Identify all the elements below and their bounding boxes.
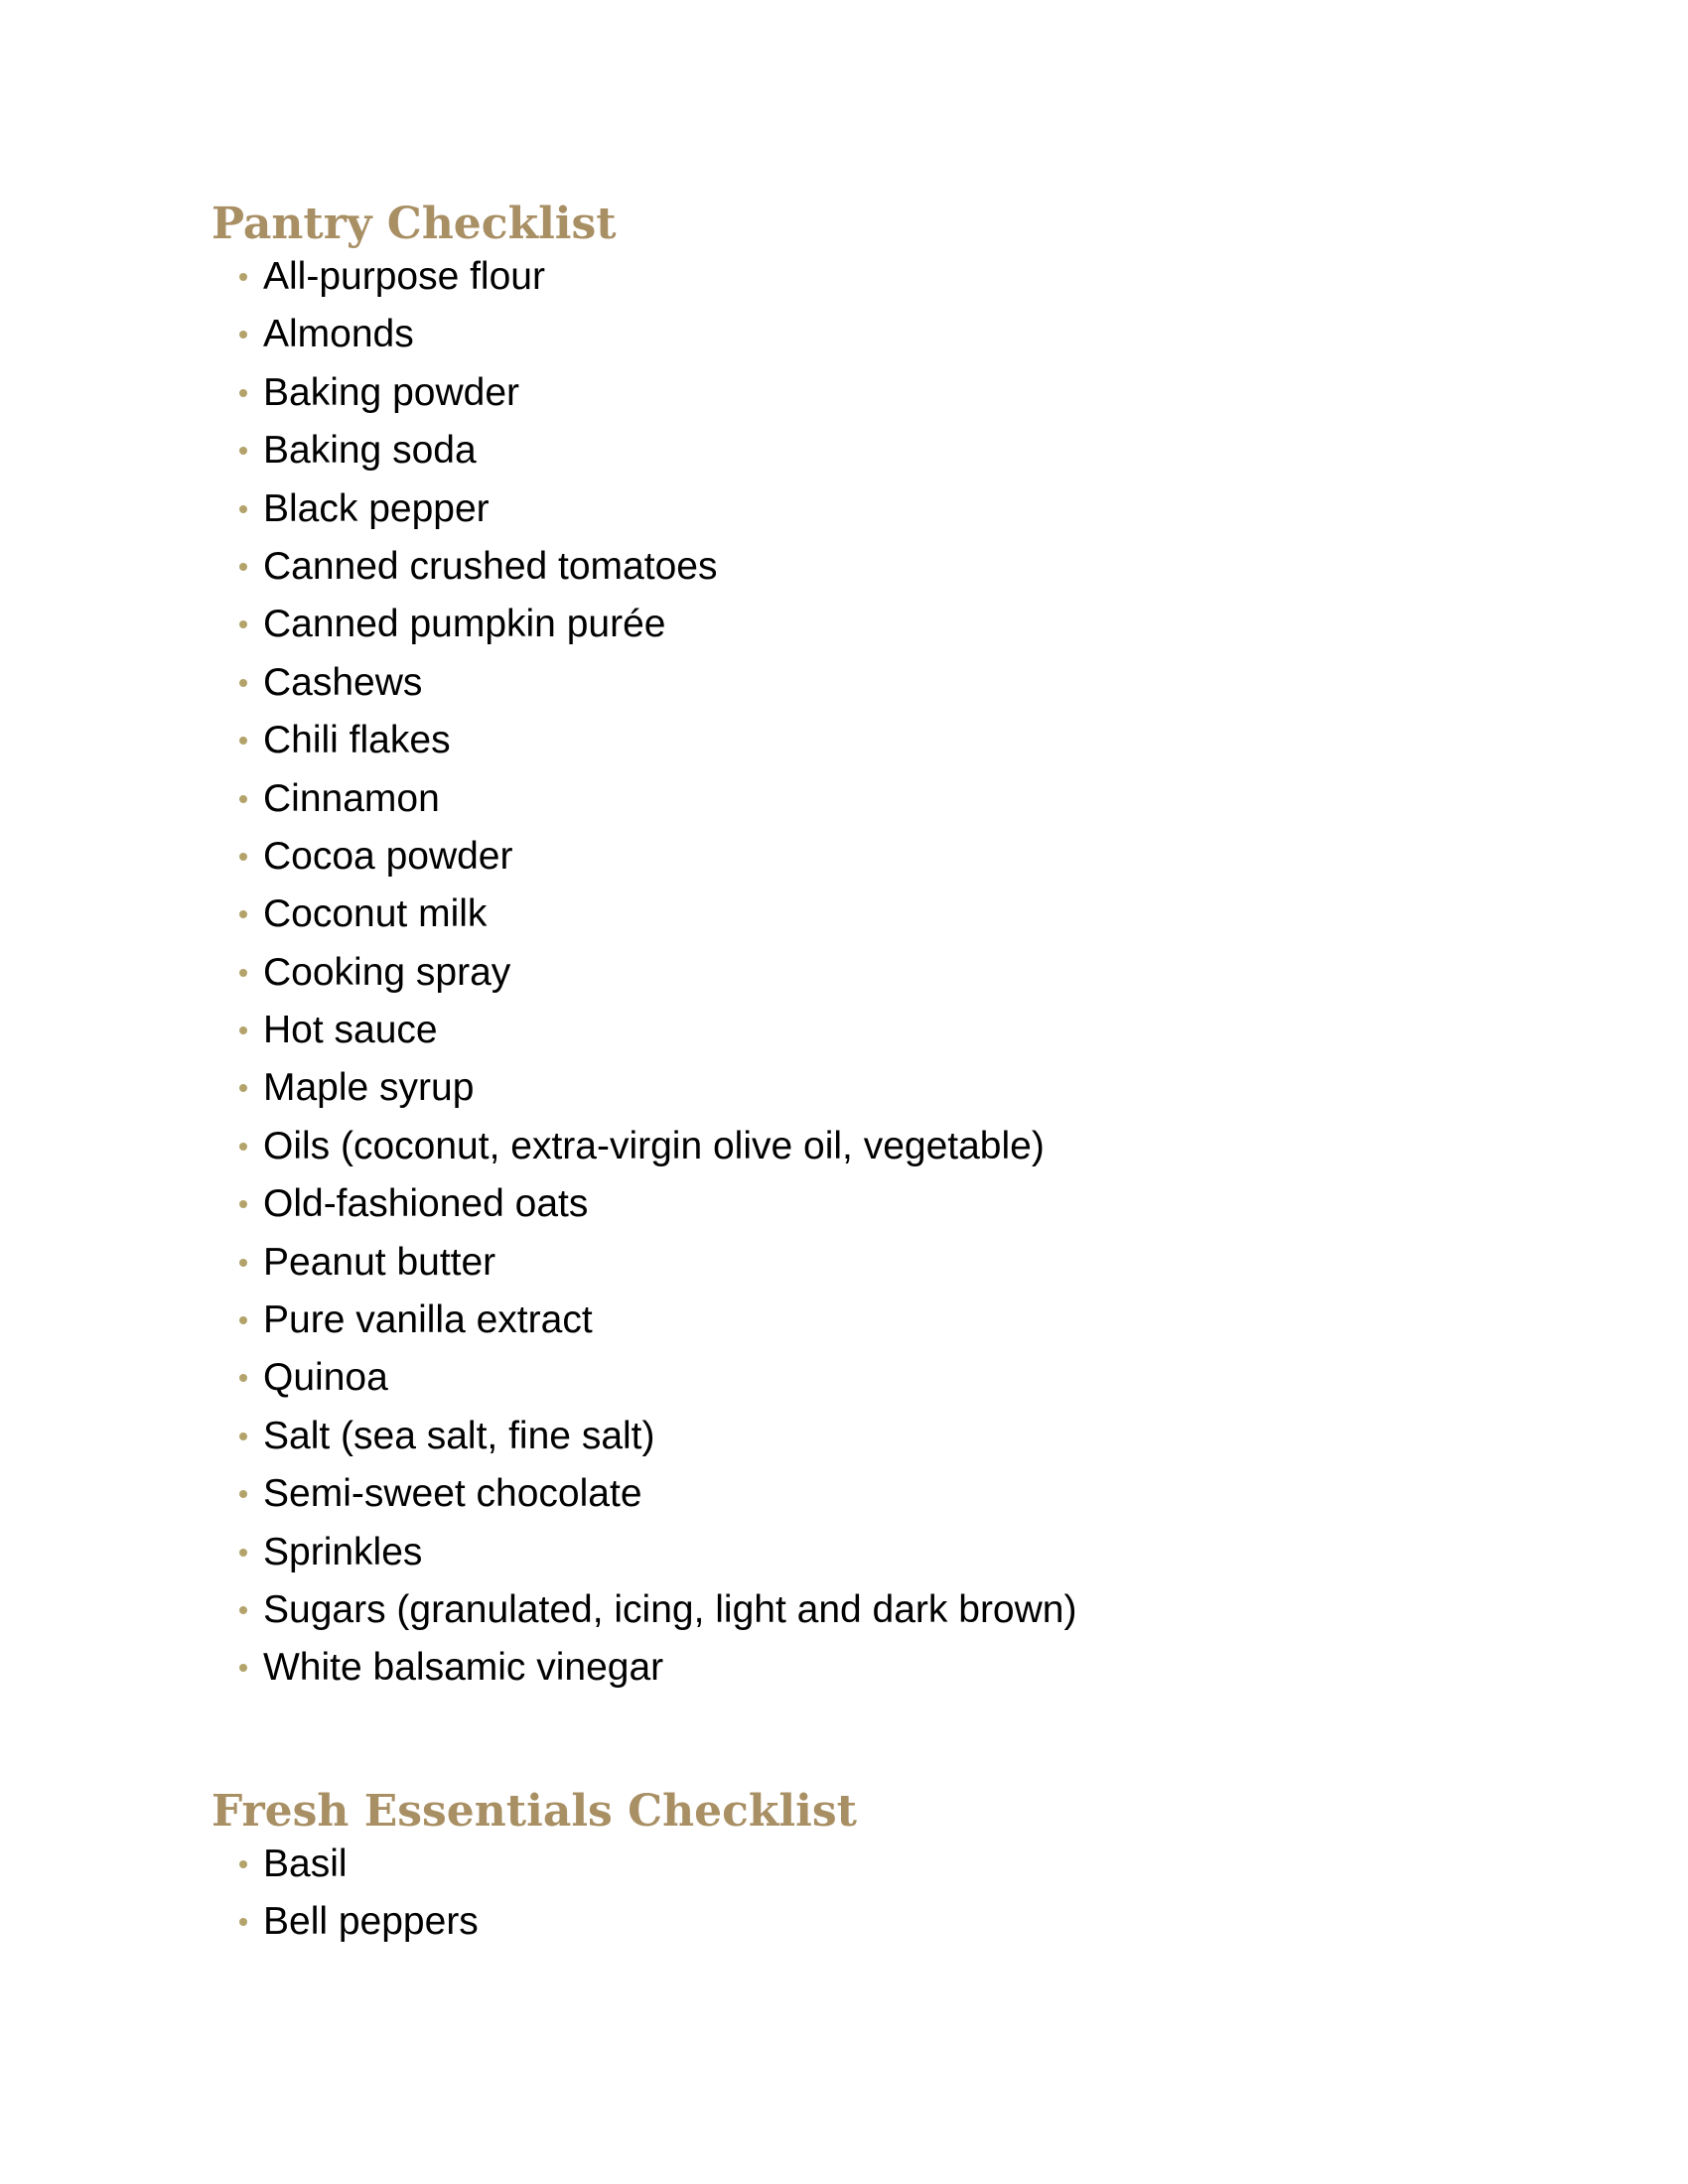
bullet-icon [239, 1606, 247, 1614]
bullet-icon [239, 1918, 247, 1926]
bullet-icon [239, 1259, 247, 1267]
list-item-label: Chili flakes [263, 719, 451, 762]
list-item-label: Old-fashioned oats [263, 1182, 589, 1226]
fresh-essentials-checklist-title: Fresh Essentials Checklist [211, 1786, 857, 1837]
list-item [211, 1530, 1076, 1587]
list-item-label: Coconut milk [263, 892, 488, 936]
list-item-label: Baking powder [263, 370, 519, 414]
bullet-icon [239, 1316, 247, 1324]
list-item [211, 1065, 1076, 1123]
list-item-label: White balsamic vinegar [263, 1646, 664, 1690]
bullet-icon [239, 620, 247, 628]
bullet-icon [239, 1026, 247, 1034]
pantry-section [211, 195, 1076, 1704]
bullet-icon [239, 1664, 247, 1672]
list-item [211, 1124, 1076, 1181]
list-item [211, 428, 1076, 485]
list-item-label: Oils (coconut, extra-virgin olive oil, vegetable) [263, 1124, 1045, 1167]
list-item-label: Quinoa [263, 1356, 388, 1400]
bullet-icon [239, 331, 247, 339]
list-item [211, 660, 1076, 718]
bullet-icon [239, 1860, 247, 1868]
list-item-label: Sprinkles [263, 1530, 423, 1573]
list-item-label: Hot sauce [263, 1009, 438, 1052]
list-item [211, 1587, 1076, 1645]
list-item-label: Cocoa powder [263, 834, 513, 878]
list-item-label: Semi-sweet chocolate [263, 1472, 642, 1516]
list-item [211, 602, 1076, 659]
list-item [211, 1008, 1076, 1065]
list-item [211, 1899, 857, 1957]
list-item [211, 1645, 1076, 1703]
list-item-label: Canned pumpkin purée [263, 603, 666, 646]
list-item-label: Pure vanilla extract [263, 1298, 593, 1342]
list-item-label: Basil [263, 1843, 348, 1885]
list-item [211, 1842, 857, 1899]
bullet-icon [239, 910, 247, 918]
bullet-icon [239, 1200, 247, 1208]
bullet-icon [239, 389, 247, 397]
list-item [211, 1240, 1076, 1297]
list-item [211, 718, 1076, 775]
list-item-label: Canned crushed tomatoes [263, 544, 718, 588]
list-item [211, 486, 1076, 544]
list-item [211, 1355, 1076, 1413]
list-item-label: Peanut butter [263, 1240, 496, 1284]
list-item-label: Maple syrup [263, 1066, 475, 1110]
fresh-item-list [211, 1842, 857, 1958]
list-item-label: Cooking spray [263, 950, 511, 994]
list-item-label: Cashews [263, 660, 423, 704]
list-item [211, 1181, 1076, 1239]
bullet-icon [239, 505, 247, 513]
bullet-icon [239, 1490, 247, 1498]
bullet-icon [239, 1143, 247, 1151]
bullet-icon [239, 1433, 247, 1440]
bullet-icon [239, 563, 247, 571]
list-item [211, 544, 1076, 602]
bullet-icon [239, 273, 247, 281]
list-item-label: Cinnamon [263, 776, 440, 820]
bullet-icon [239, 795, 247, 803]
list-item-label: Sugars (granulated, icing, light and dark brown) [263, 1587, 1077, 1631]
bullet-icon [239, 679, 247, 687]
list-item [211, 370, 1076, 428]
list-item [211, 891, 1076, 949]
bullet-icon [239, 1084, 247, 1092]
list-item [211, 254, 1076, 312]
list-item-label: Black pepper [263, 486, 490, 530]
list-item [211, 834, 1076, 891]
list-item [211, 776, 1076, 834]
bullet-icon [239, 447, 247, 455]
fresh-essentials-section [211, 1782, 857, 1958]
bullet-icon [239, 969, 247, 977]
list-item-label: Almonds [263, 313, 414, 356]
list-item [211, 312, 1076, 369]
pantry-checklist-title: Pantry Checklist [211, 199, 617, 249]
bullet-icon [239, 853, 247, 861]
list-item-label: Salt (sea salt, fine salt) [263, 1414, 655, 1457]
list-item [211, 1471, 1076, 1529]
list-item [211, 1297, 1076, 1355]
list-item [211, 950, 1076, 1008]
list-item-label: Bell peppers [263, 1900, 479, 1944]
list-item-label: Baking soda [263, 429, 477, 473]
bullet-icon [239, 1549, 247, 1557]
list-item-label: All-purpose flour [263, 255, 545, 298]
list-item [211, 1414, 1076, 1471]
pantry-item-list [211, 254, 1076, 1704]
bullet-icon [239, 1374, 247, 1382]
bullet-icon [239, 737, 247, 745]
